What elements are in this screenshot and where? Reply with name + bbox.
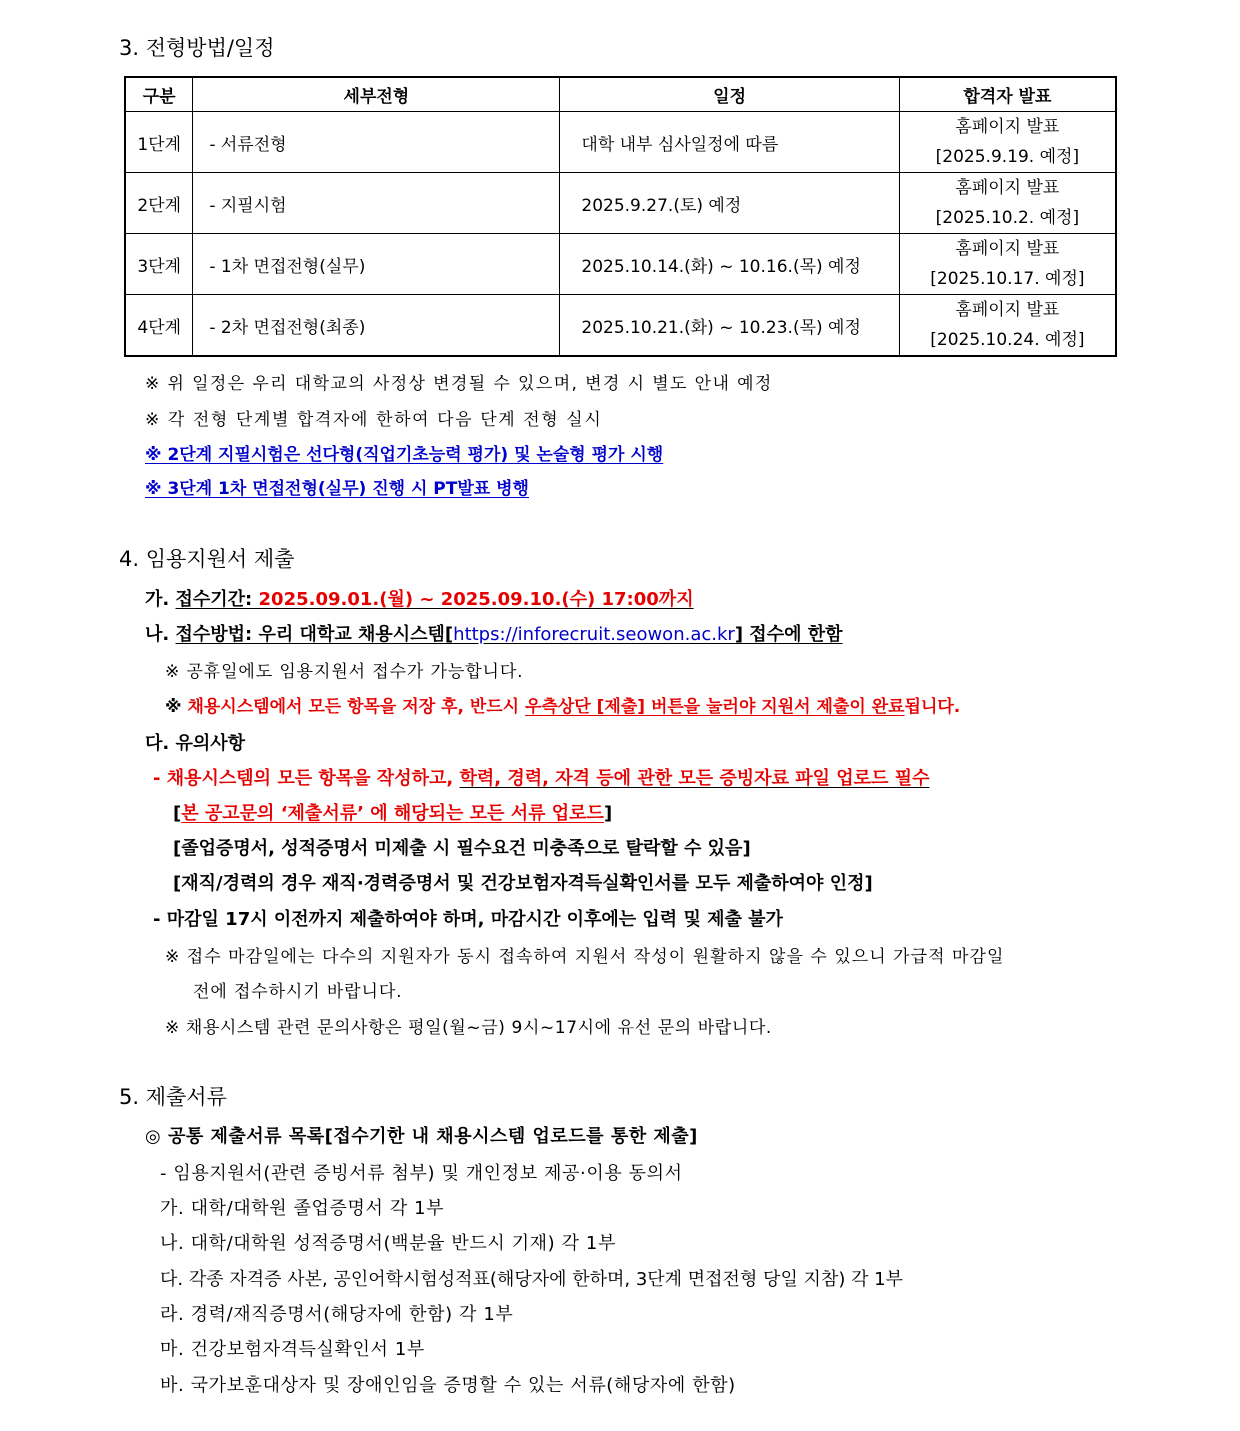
method-line — [176, 624, 843, 645]
deadline-note-cont: 전에 접수하시기 바랍니다. — [193, 982, 403, 1002]
schedule-note: ※ 위 일정은 우리 대학교의 사정상 변경될 수 있으며, 변경 시 별도 안내 예정 — [145, 374, 773, 394]
bracket: [ — [173, 803, 182, 824]
announce-date: [2025.10.24. 예정] — [930, 330, 1085, 350]
inquiry-note: ※ 채용시스템 관련 문의사항은 평일(월~금) 9시~17시에 유선 문의 바랍니다. — [165, 1018, 772, 1038]
schedule-note-highlight: ※ 3단계 1차 면접전형(실무) 진행 시 PT발표 병행 — [145, 479, 529, 499]
item-label: 가. — [145, 589, 176, 610]
doc-item: - 임용지원서(관련 증빙서류 첨부) 및 개인정보 제공·이용 동의서 — [160, 1163, 683, 1184]
cautions-title: 다. 유의사항 — [145, 733, 246, 754]
period-line — [176, 589, 694, 610]
header-date: 일정 — [560, 77, 899, 112]
header-detail: 세부전형 — [193, 77, 560, 112]
cell-detail: - 1차 면접전형(실무) — [193, 234, 560, 295]
cell-stage: 3단계 — [125, 234, 193, 295]
recruit-link[interactable]: https://inforecruit.seowon.ac.kr — [453, 624, 735, 645]
caution-a: - 채용시스템의 모든 항목을 작성하고, — [153, 768, 460, 789]
cell-stage: 2단계 — [125, 173, 193, 234]
table-row — [125, 112, 1116, 173]
application-method — [145, 620, 843, 646]
cell-date: 2025.9.27.(토) 예정 — [560, 173, 899, 234]
announce-method: 홈페이지 발표 — [955, 300, 1060, 320]
announce-method: 홈페이지 발표 — [955, 178, 1060, 198]
period-value: 2025.09.01.(월) ~ 2025.09.10.(수) 17:00까지 — [258, 589, 694, 610]
header-announce: 합격자 발표 — [899, 77, 1116, 112]
announce-method: 홈페이지 발표 — [955, 239, 1060, 259]
cell-detail: - 2차 면접전형(최종) — [193, 295, 560, 357]
cell-date: 2025.10.21.(화) ~ 10.23.(목) 예정 — [560, 295, 899, 357]
method-post: ] 접수에 한함 — [734, 624, 843, 645]
schedule-table — [124, 76, 1117, 357]
table-row — [125, 173, 1116, 234]
announce-method: 홈페이지 발표 — [955, 117, 1060, 137]
bracket: ] — [603, 803, 613, 824]
deadline-note: ※ 접수 마감일에는 다수의 지원자가 동시 접속하여 지원서 작성이 원활하지 않을 수 있으니 가급적 마감일 — [165, 947, 1005, 967]
doc-item: 바. 국가보훈대상자 및 장애인임을 증명할 수 있는 서류(해당자에 한함) — [160, 1375, 736, 1396]
cell-detail: - 서류전형 — [193, 112, 560, 173]
schedule-note-highlight: ※ 2단계 지필시험은 선다형(직업기초능력 평가) 및 논술형 평가 시행 — [145, 445, 664, 465]
cell-stage: 4단계 — [125, 295, 193, 357]
cell-date: 대학 내부 심사일정에 따름 — [560, 112, 899, 173]
section4-title: 4. 임용지원서 제출 — [119, 547, 295, 571]
announce-date: [2025.9.19. 예정] — [935, 147, 1080, 167]
caution-item — [173, 799, 612, 825]
cell-detail: - 지필시험 — [193, 173, 560, 234]
application-period — [145, 585, 694, 611]
doc-item: 다. 각종 자격증 사본, 공인어학시험성적표(해당자에 한하며, 3단계 면접전형 당일 지참) 각 1부 — [160, 1269, 904, 1290]
submit-note-b: 우측상단 [제출] 버튼을 눌러야 지원서 제출이 완료 — [525, 697, 905, 717]
common-docs-title: ◎ 공통 제출서류 목록[접수기한 내 채용시스템 업로드를 통한 제출] — [145, 1126, 698, 1147]
submit-note-c: 됩니다. — [904, 697, 961, 717]
caution-b: 학력, 경력, 자격 등에 관한 모든 증빙자료 파일 업로드 필수 — [459, 768, 930, 789]
doc-item: 가. 대학/대학원 졸업증명서 각 1부 — [160, 1198, 445, 1219]
holiday-note: ※ 공휴일에도 임용지원서 접수가 가능합니다. — [165, 662, 524, 682]
cell-announce — [899, 112, 1116, 173]
note-mark: ※ — [165, 697, 188, 717]
method-pre: 접수방법: 우리 대학교 채용시스템[ — [175, 624, 454, 645]
doc-item: 나. 대학/대학원 성적증명서(백분율 반드시 기재) 각 1부 — [160, 1233, 616, 1254]
item-label: 나. — [145, 624, 176, 645]
doc-item: 라. 경력/재직증명서(해당자에 한함) 각 1부 — [160, 1304, 514, 1325]
caution-upload: 본 공고문의 ‘제출서류’ 에 해당되는 모든 서류 업로드 — [181, 803, 604, 824]
doc-item: 마. 건강보험자격득실확인서 1부 — [160, 1339, 425, 1360]
schedule-note: ※ 각 전형 단계별 합격자에 한하여 다음 단계 전형 실시 — [145, 410, 603, 430]
header-stage: 구분 — [125, 77, 193, 112]
caution-item: - 마감일 17시 이전까지 제출하여야 하며, 마감시간 이후에는 입력 및 제출 불가 — [153, 909, 783, 930]
submit-note — [165, 692, 960, 717]
section3-title: 3. 전형방법/일정 — [119, 36, 275, 60]
caution-item: [졸업증명서, 성적증명서 미제출 시 필수요건 미충족으로 탈락할 수 있음] — [173, 838, 751, 859]
cell-announce — [899, 234, 1116, 295]
section5-title: 5. 제출서류 — [119, 1085, 227, 1109]
table-row — [125, 295, 1116, 357]
table-header-row — [125, 77, 1116, 112]
cell-announce — [899, 295, 1116, 357]
caution-item: [재직/경력의 경우 재직·경력증명서 및 건강보험자격득실확인서를 모두 제출하여야 인정] — [173, 873, 873, 894]
caution-item — [153, 764, 929, 790]
table-row — [125, 234, 1116, 295]
submit-note-a: 채용시스템에서 모든 항목을 저장 후, 반드시 — [187, 697, 526, 717]
cell-stage: 1단계 — [125, 112, 193, 173]
period-key: 접수기간: — [175, 589, 259, 610]
cell-announce — [899, 173, 1116, 234]
announce-date: [2025.10.2. 예정] — [935, 208, 1080, 228]
announce-date: [2025.10.17. 예정] — [930, 269, 1085, 289]
cell-date: 2025.10.14.(화) ~ 10.16.(목) 예정 — [560, 234, 899, 295]
